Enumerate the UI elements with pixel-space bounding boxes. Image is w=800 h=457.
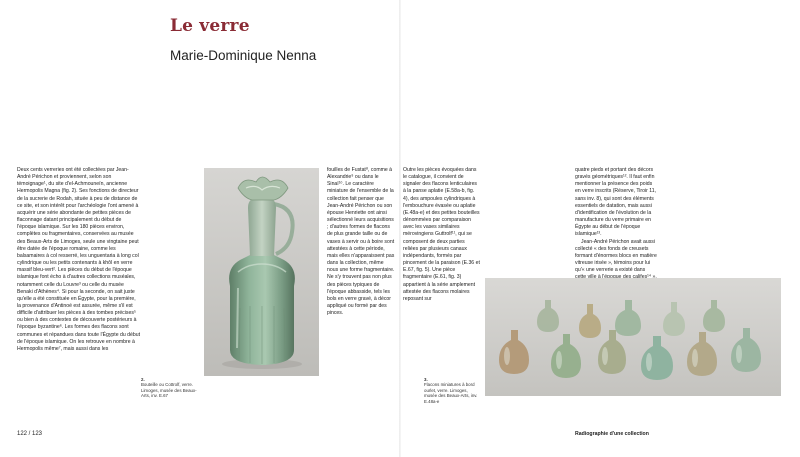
- paragraph: Jean-André Périchon avait aussi collecté « des fonds de creusets formant d'énormes blocs en matière vitreuse irisée », témoins pour lui qu'« une verrerie a existé dans: [575, 238, 657, 274]
- caption-text: Flacons miniatures à bord ourlet, verre. Limoges, musée des Beaux-Arts, inv. E.48a-e: [424, 382, 478, 404]
- running-title: Radiographie d'une collection: [575, 431, 649, 437]
- text-column-1: [17, 167, 141, 353]
- text-column-3: [403, 167, 481, 303]
- paragraph: fouilles de Fustat⁸, comme à Alexandrie⁹ ou dans le Sinaï¹⁰. Le caractère miniature de l'ensemble de la collection fait penser que Jean-André Périchon ou son épouse Henriette ont ainsi sélectionné leurs acquisitions ; d'autres formes de flacons de plus grande taille ou de vases à servir ou à boire sont attestées à cette période, mais elles n'apparaissent pas dans la collection, même nous une forme fragmentaire. Ne s'y trouvent pas non plus des pièces typiques de l'époque abbasside, tels les bols en verre gravé, à décor appliqué ou formé par des pinces.: [327, 167, 395, 317]
- photo-miniature-flasks: [485, 278, 781, 396]
- paragraph: Outre les pièces évoquées dans le catalogue, il convient de signaler des flacons lenticulaires à la panse aplatie (E.58a-b, fig. 4), des ampoules cylindriques à l'embouchure évasée ou aplatie (E.48a-e) et des petites bouteilles dénommées par comparaison avec les vases similaires mérovingiens Guttrolf¹¹, qui se composent de deux parties reliées par plusieurs canaux indépendants, formés par pincement de la paraison (E.36 et E.67, fig. 5). Une pièce fragmentaire (E.61, fig. 3) appartient à la série amplement attestée des flacons molaires reposant sur: [403, 167, 480, 302]
- paragraph: Deux cents verreries ont été collectées par Jean-André Périchon et proviennent, selon son témoignage¹, du site d'el-Achmouneïn, ancienne Hermopolis Magna (fig. 2). Ses fonctions de directeur de la sucrerie de Rodah, située à peu de distance de ce site, et son intérêt pour l'archéologie l'ont amené à acquérir une série abondante de petites pièces de flaconnage datant principalement du début de l'époque islamique. Sur les 180 pièces environ, complètes ou fragmentaires, conservées au musée des Beaux-Arts de Limoges, seule une vingtaine peut être datée de l'époque romaine, comme les balsamaires à col resserré, les unguentaria à long col cylindrique ou les petits contenants à khôl en verre massif bleu-vert². Les pièces du début de l'époque islamique font écho à d'autres collections muséales, notamment celle du Louvre³ ou celle du musée Benaki d'Athènes⁴. Si pour la seconde, on sait juste qu'elle a été constituée en Égypte, pour la première, la provenance d'Antinoé est assurée, même s'il est difficile d'attribuer les pièces à des tombes précises⁵ ou bien à des contextes de découverte postérieurs à l'époque byzantine⁶. Les formes des flacons sont communes et répandues dans toute l'Égypte du début de l'époque islamique. On les retrouve en nombre à Hermopolis même⁷, mais aussi dans les: [17, 167, 141, 352]
- paragraph: quatre pieds et portant des décors gravés géométriques¹². Il faut enfin mentionner la présence des poids en verre inscrits (Réserve, Tiroir 11, sans inv. 8), qui sont des éléments essentiels de datation, mais aussi d'identification de l'évolution de la manufacture du verre primaire en Égypte au début de l'époque islamique¹³.: [575, 167, 657, 238]
- glass-bottle-image: [204, 168, 319, 376]
- photo-glass-bottle: [204, 168, 319, 376]
- caption-number: 3.: [424, 377, 428, 382]
- text-column-2: [327, 167, 395, 317]
- caption-number: 2.: [141, 377, 145, 382]
- miniature-flasks-image: [485, 278, 781, 396]
- page-folio: 122 / 123: [17, 431, 43, 437]
- text-column-4: [575, 167, 657, 289]
- chapter-title: Le verre: [170, 16, 250, 36]
- figure-caption-2: [141, 377, 199, 399]
- caption-text: Bouteille ou Cottrolf, verre. Limoges, musée des Beaux-Arts, inv. E.67: [141, 382, 197, 399]
- figure-caption-3: [424, 377, 480, 404]
- page-gutter: [399, 0, 401, 457]
- author-name: Marie-Dominique Nenna: [170, 48, 317, 63]
